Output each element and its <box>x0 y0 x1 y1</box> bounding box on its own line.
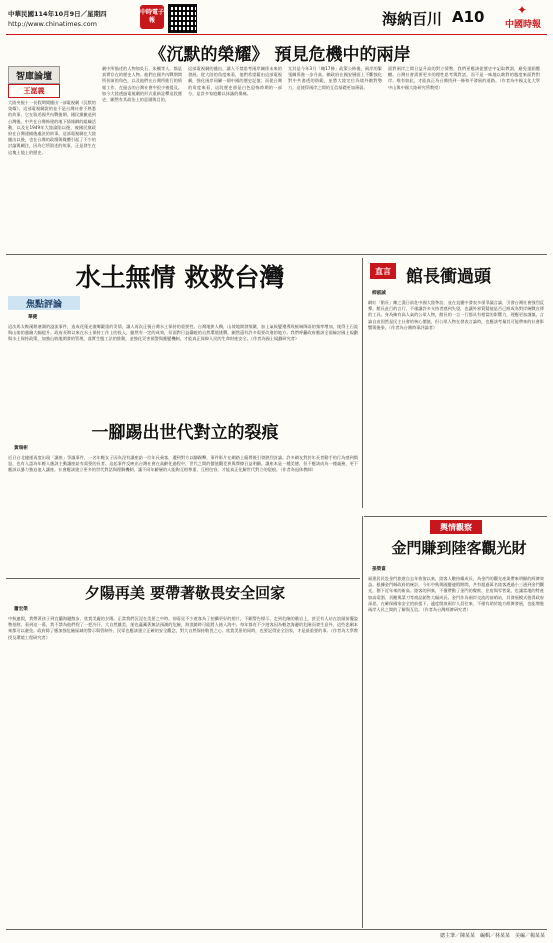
article4-author: 黃瑞彬 <box>14 446 28 451</box>
article2-column-tag: 焦點評論 <box>8 296 80 310</box>
divider-vertical-lower <box>362 516 363 928</box>
article1-col5: 面對兩岸之間日益升高的對立情勢，我們更應該從歷史中記取教訓，避免重蹈覆轍。台灣社會需要更多的理性思考與對話，而不是一味地以敵對的態度來面對對岸。唯有如此，才能真正為台灣找到一條和平發展的道路。（作者為中國文化大學中山與中國大陸研究所教授） <box>388 66 540 90</box>
article6-headline: 夕陽再美 要帶著敬畏安全回家 <box>84 584 286 602</box>
article6-author: 蕭宏榮 <box>14 607 28 612</box>
article2-body: 這次馬太鞍溪堰塞湖的溢流事件，造成花蓮光復鄉嚴重的災情，讓人再次正視台灣水土保持的重要性。台灣地狹人稠，山坡地開發頻繁，加上氣候變遷導致極端降雨的頻率增加，使得土石流與山崩的風險大幅提升。政府長期以來在水土保持工作上的投入，雖然有一定的成效，但面對日益嚴峻的自然環境挑戰，顯然還有許多需要改進的地方。我們呼籲政府應該全面檢討國土規劃與水土保持政策，加強山坡地開發的管理，落實生態工法的推動，並強化災害預警與應變機制，才能真正保障人民的生命財產安全。（作者為國土規劃研究者） <box>8 324 358 342</box>
article1-headline: 《沉默的榮耀》 預見危機中的兩岸 <box>149 45 411 65</box>
qr-code-icon[interactable] <box>168 4 197 33</box>
article4-body: 近日台北捷運再度出現「讓座」爭議事件，一名年輕女子因為沒有讓座給一位年長乘客，遭到對方以腳踢擊，事件影片在網路上瘋傳後引發熱烈討論。許多網友對於年長者動手的行為感到憤怒，也有人認為年輕人應該主動讓座給有需要的長者。這起事件反映出台灣社會在高齡化過程中，世代之間的價值觀差異與摩擦日益明顯。讓座本是一種美德，但不應該成為一種義務，更不應該以暴力強迫他人讓座。社會應該建立更多的世代對話與理解機制，讓不同年齡層的人能夠互相尊重、互相包容，才能真正化解世代對立的裂痕。（作者為退休教師） <box>8 455 358 473</box>
chinatimes-small-logo: 中時電子報 <box>140 5 164 29</box>
divider-vertical-article3 <box>362 258 363 508</box>
article3-column-tag: 直言 <box>370 263 396 279</box>
article5-body: 福建居民赴金門旅遊自去年恢復以來，陸客人數持續成長，為金門的觀光產業帶來明顯的經濟效益。根據金門縣政府的統計，今年中秋與國慶連假期間，共有超過萬名陸客透過小三通到金門觀光，創下近年來的新高。陸客的到來，不僅帶動了金門的餐飲、住宿與零售業，也讓當地的特產如高粱酒、貢糖與菜刀等商品銷售大幅成長。金門作為兩岸交流的前哨站，其發展模式值得政府深思，在確保國家安全的前提下，適度開放兩岸人員往來，不僅有助於地方經濟發展，也能增進兩岸人民之間的了解與互信。（作者為台灣經濟研究者） <box>368 576 544 613</box>
article2-headline: 水土無情 救救台灣 <box>75 263 285 292</box>
divider-right-top <box>364 516 547 517</box>
divider-article6 <box>6 578 360 579</box>
article3-body: 網紅「館長」陳之漢日前赴中國大陸參訪，並在直播中發表多項爭議言論，引發台灣社會強烈反彈。館長此行的言行，不僅讓許多支持者感到失望，也讓外界質疑他是否已經成為對岸統戰宣傳的工具。身為擁有高人氣的公眾人物，館長的一言一行都具有相當的影響力，理應更加謹慎。言論自由固然是民主社會的核心價值，但公眾人物在發表言論時，也應該考量其可能帶來的社會影響與後果。（作者為台灣時事評論者） <box>368 300 544 330</box>
article3-headline: 館長衝過頭 <box>406 267 491 287</box>
article5-author: 孫榮富 <box>372 567 386 572</box>
article1-col4: 尤其是今年3月「賴17條」政策公佈後，兩岸的緊張關係進一步升高，賴政府在國安層面上不斷強化對中共滲透的防範，並將大陸定位為境外敵對勢力，這使得兩岸之間的互信基礎更加薄弱。 <box>288 66 382 90</box>
article1-author-box <box>8 84 60 98</box>
article1-col1: 大陸央視十一長假期間播出一部電視劇《沉默的榮耀》，這部電視劇說的並不是台灣社會不熟悉的故事，它在敘述國共內戰後期，國民黨撤退到台灣後，中共在台灣佈建的地下情報網的組織活動，以及在1949年大陸淪陷以後，被國民黨政府在台灣逮捕後處決的故事。這部電視劇在大陸播出以後，也在台灣的政壇與媒體引起了不少的討論與關注，因為它所敘述的故事，正是發生在這塊土地上的歷史。 <box>8 100 96 155</box>
article1-col3: 這部電視劇的播出，讓人不禁思考兩岸關係未來的發展。從大陸的角度來看，他們希望藉由這部電視劇，強化兩岸同屬一個中國的歷史記憶；而從台灣的角度來看，這段歷史卻是白色恐怖時期的一部分，是許多家庭難以抹滅的傷痛。 <box>188 66 282 96</box>
article1-col2: 劇中所描述的人物如吳石、朱楓等人，都是真實存在的歷史人物。他們在國共內戰期間所扮演的角色，以及他們在台灣所進行的情報工作，在過去的台灣社會中很少被提及。如今大陸透過電視劇的形式重新詮釋這段歷史，顯然有其政治上的意涵與目的。 <box>102 66 182 103</box>
article5-column-tag: 輿情觀察 <box>430 520 482 534</box>
divider-article1 <box>6 254 547 255</box>
publication-date: 中華民國114年10月9日／星期四 <box>8 10 107 18</box>
footer-editors: 總主筆／陳某某 編輯／林某某 美編／楊某某 <box>439 933 545 939</box>
header-rule <box>6 34 547 35</box>
article5-headline: 金門賺到陸客觀光財 <box>391 539 527 557</box>
masthead-logo: ✦ 中國時報 <box>504 3 541 30</box>
article1-column-tag: 智庫論壇 <box>8 66 60 84</box>
section-title: 海納百川 <box>382 10 443 28</box>
page-header <box>0 0 553 42</box>
article1-author: 王崑義 <box>23 87 45 95</box>
footer-rule <box>6 929 547 930</box>
website-url[interactable]: http://www.chinatimes.com <box>8 20 97 28</box>
article6-body: 中秋連假，我帶著孩子到宜蘭海邊散步，欣賞美麗的夕陽。正當我們沉浸在美景之中時，卻看見不少遊客為了拍攝更好的照片，不顧警告標示，走到危險的礁岩上，甚至有人站在浪頭前擺姿勢拍照。看到這一幕，我不禁為他們捏了一把冷汗。大自然雖美，卻也蘊藏著無法預測的危險，海浪隨時可能將人捲入海中。每年都有不少遊客因為輕忽海邊的危險而發生意外，這些悲劇本來都可以避免。政府除了應加強危險區域的警示與管制外，民眾也應該建立正確的安全觀念，對大自然保持敬畏之心。欣賞美景的同時，也要記得安全回家，才是最重要的事。（作者為大學教授及環境工程研究者） <box>8 616 358 640</box>
page-number: A10 <box>452 8 485 26</box>
masthead-star-icon: ✦ <box>516 3 528 17</box>
article2-author: 華健 <box>28 315 38 320</box>
article4-headline: 一腳踢出世代對立的裂痕 <box>91 423 279 443</box>
article3-author: 柳淑誠 <box>372 291 386 296</box>
